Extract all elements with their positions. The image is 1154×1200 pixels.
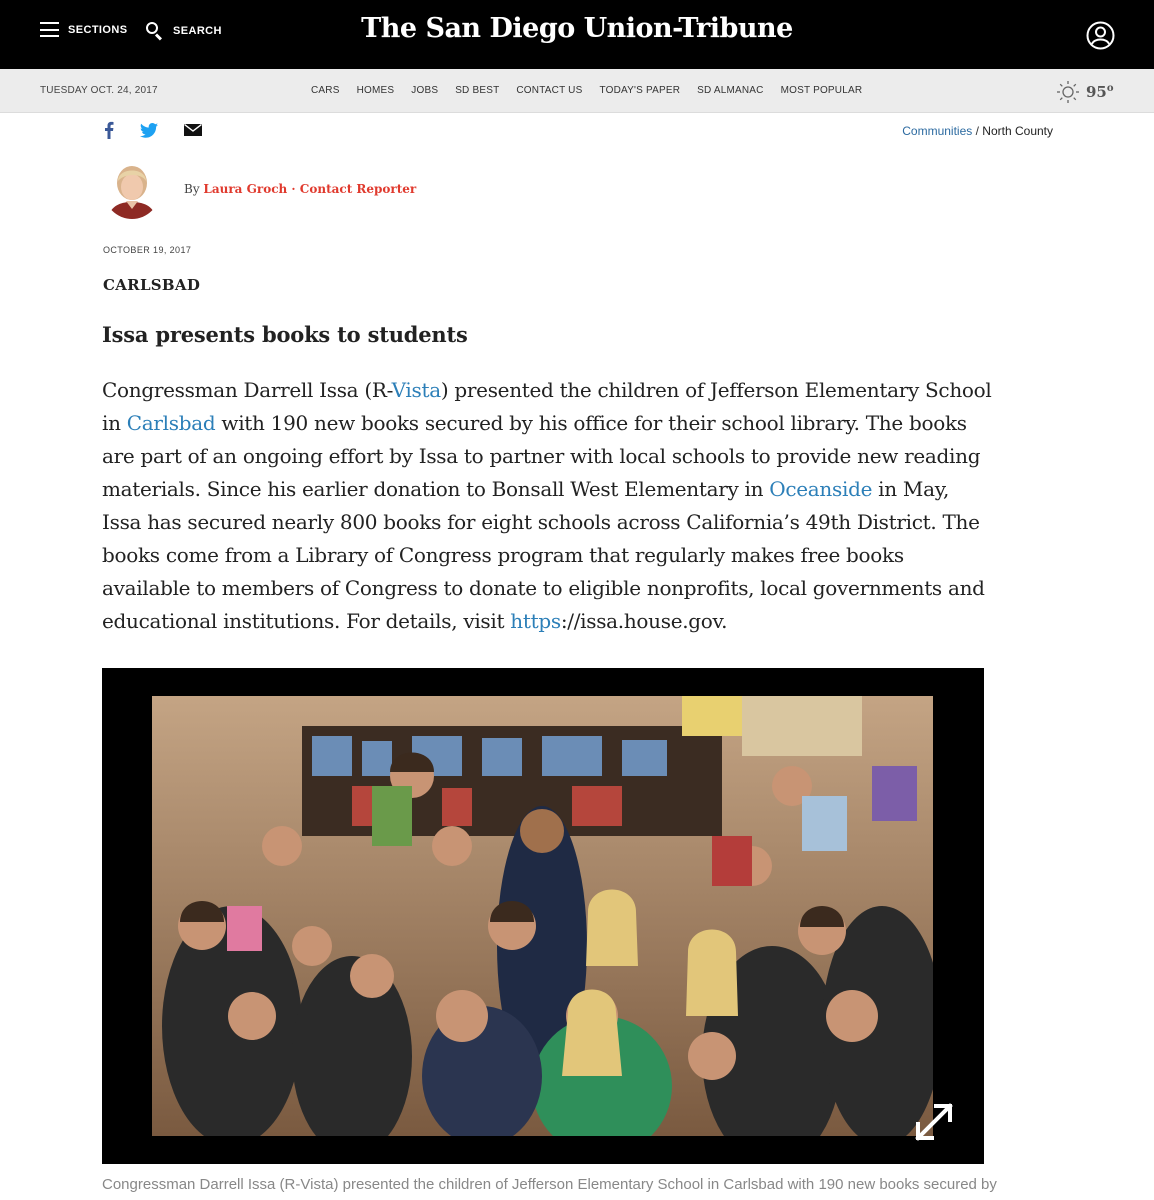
author-avatar[interactable] [104, 157, 160, 219]
breadcrumb: Communities / North County [902, 124, 1053, 138]
weather-widget[interactable] [1056, 80, 1114, 104]
article-body: Congressman Darrell Issa (R-Vista) presented the children of Jefferson Elementary School in Carlsbad with 190 new books secured by his office for their school library. The books are part of an ongoing effort by Issa to partner with local schools to provide new reading materials. Since his earlier donation to Bonsall West Elementary in Oceanside in May, Issa has secured nearly 800 books for eight schools across California’s 49th District. The books come from a Library of Congress program that regularly makes free books available to members of Congress to donate to eligible nonprofits, local governments and educational institutions. For details, visit https://issa.house.gov. [102, 378, 992, 633]
site-logo[interactable]: The San Diego Union-Tribune [361, 13, 793, 44]
secondary-nav [0, 69, 1154, 113]
twitter-icon[interactable] [140, 123, 158, 138]
sun-icon [1056, 80, 1080, 104]
top-header-bar [0, 0, 1154, 69]
current-date: TUESDAY OCT. 24, 2017 [40, 85, 158, 96]
nav-link-sd-almanac[interactable]: SD ALMANAC [697, 85, 764, 96]
link-https[interactable]: https [510, 609, 561, 633]
nav-link-contact-us[interactable]: CONTACT US [516, 85, 583, 96]
photo-caption: Congressman Darrell Issa (R-Vista) presented the children of Jefferson Elementary School in Carlsbad with 190 new books secured by [102, 1176, 997, 1193]
nav-link-todays-paper[interactable]: TODAY'S PAPER [599, 85, 681, 96]
facebook-icon[interactable] [104, 121, 114, 139]
nav-link-sd-best[interactable]: SD BEST [455, 85, 500, 96]
weather-temperature: 95$^o$ [1086, 83, 1114, 101]
email-icon[interactable] [184, 124, 202, 136]
author-name-link[interactable]: Laura Groch [203, 182, 288, 196]
search-label: SEARCH [173, 24, 222, 37]
nav-links [311, 85, 879, 96]
article-headline: Issa presents books to students [102, 322, 468, 347]
contact-reporter-link[interactable]: Contact Reporter [299, 182, 417, 196]
user-account-icon[interactable] [1086, 21, 1115, 50]
article-dateline: CARLSBAD [103, 276, 201, 294]
photo-gallery [102, 668, 984, 1164]
nav-link-most-popular[interactable]: MOST POPULAR [780, 85, 863, 96]
breadcrumb-north-county[interactable]: North County [982, 124, 1053, 138]
nav-link-cars[interactable]: CARS [311, 85, 340, 96]
share-bar [104, 121, 202, 139]
expand-icon[interactable] [910, 1098, 958, 1146]
nav-link-jobs[interactable]: JOBS [411, 85, 439, 96]
publish-date: OCTOBER 19, 2017 [103, 245, 192, 255]
link-carlsbad[interactable]: Carlsbad [126, 411, 216, 435]
breadcrumb-communities[interactable]: Communities [902, 124, 973, 138]
sections-label: SECTIONS [68, 23, 128, 36]
nav-link-homes[interactable]: HOMES [356, 85, 395, 96]
article-photo[interactable] [152, 696, 933, 1136]
link-oceanside[interactable]: Oceanside [769, 477, 873, 501]
link-vista[interactable]: Vista [391, 378, 441, 402]
byline: By Laura Groch · Contact Reporter [184, 182, 417, 196]
